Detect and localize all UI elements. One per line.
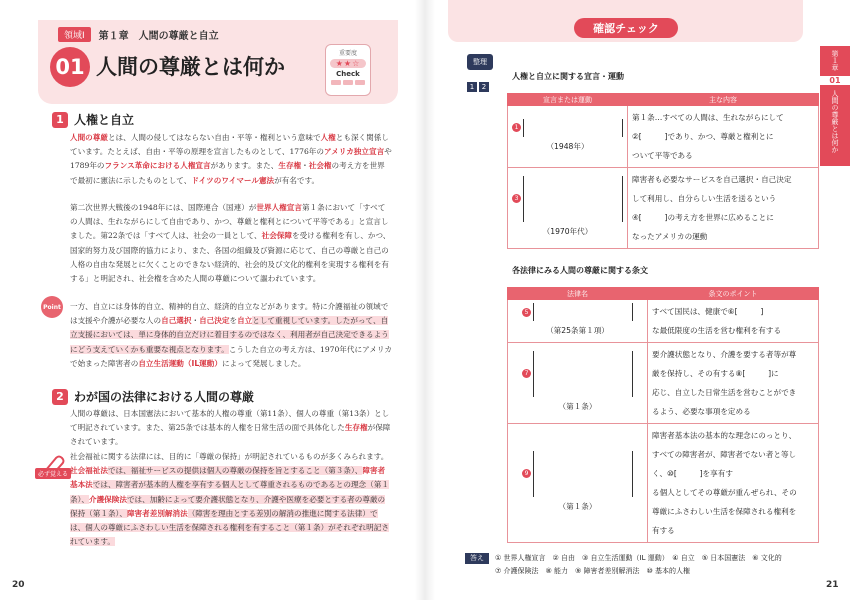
answer-blank[interactable]	[523, 119, 623, 137]
chapter-line	[58, 27, 219, 41]
text-run: の考え方を世界で最初に憲法に示したものとして、	[70, 161, 385, 185]
heading-number: 1	[52, 112, 68, 128]
answer-label: 答え	[465, 553, 489, 564]
side-tab-number: 01	[820, 76, 850, 85]
content-line: な最低限度の生活を営む権利を有する	[652, 326, 782, 335]
table-row	[508, 424, 819, 543]
keyword: アメリカ独立宣言	[323, 147, 385, 157]
table-row	[508, 168, 819, 249]
highlighted-text: では、加齢によって要介護状態となり、介護や医療を必要とする者の尊厳の保持（第１条）、	[70, 494, 386, 518]
blank-number: 1	[512, 123, 521, 132]
keyword: 社会福祉法	[70, 466, 108, 476]
section-number: 01	[50, 47, 90, 87]
checkbox[interactable]	[331, 80, 341, 85]
content-cell	[648, 343, 819, 424]
answer-bar	[465, 553, 815, 579]
text-run: とも深く関係しています。たとえば、自由・平等の原理を宣言したものとして、1776年の	[70, 133, 389, 157]
text-run: 第１条において「すべての人間は、生れながらにして自由であり、かつ、尊厳と権利とについて平等である」と宣言しました。第22条では「すべて人は、社会の一員として、	[70, 203, 389, 241]
content-line: る個人としてその尊厳が重んぜられ、その	[652, 488, 797, 497]
blank-cell	[508, 300, 648, 343]
content-line: すべての障害者が、障害者でない者と等し	[652, 450, 797, 459]
table-row	[508, 300, 819, 343]
importance-label: 重要度	[338, 50, 357, 57]
text-run: ・	[301, 161, 309, 171]
text-run: が保障されています。	[70, 423, 391, 447]
content-line: なったアメリカの運動	[632, 232, 708, 241]
keyword: 生存権	[278, 161, 302, 171]
keyword: 世界人権宣言	[256, 203, 302, 212]
highlighted-text: として重視しています。したがって、自立支援においては、単に身体的自立だけに着目するのではなく、利用者が自己決定できるようにどう支えていくかも重要な視点となります。	[70, 316, 389, 354]
text-run: とは、人間の侵してはならない自由・平等・権利という意味で	[107, 133, 321, 142]
keyword: 介護保険法	[88, 494, 127, 504]
importance-stars: ★★☆	[330, 59, 366, 68]
content-line: るよう、必要な事項を定める	[652, 407, 751, 416]
side-index-tab	[820, 46, 850, 166]
keyword: フランス革命における人権宣言	[104, 161, 211, 171]
highlighted-text: （障害を理由とする差別の解消の推進に関する法律）では、個人の尊厳にふさわしい生活を保障される権利を有すること（第１条）がそれぞれ明記されています。	[70, 508, 389, 547]
text-run: によって発展しました。	[221, 358, 306, 368]
summary-section-refs	[467, 82, 489, 92]
text-run: 社会福祉に関する法律には、目的に「尊厳の保持」が明記されているものが多くみられます。	[70, 452, 389, 461]
checkbox[interactable]	[343, 80, 353, 85]
row-note: （第１条）	[558, 501, 597, 511]
text-run: を受ける権利を有し、かつ、国家的努力及び国際的協力により、また、各国の組織及び資源に応じて、自己の尊厳と自己の人格の自由な発展とに欠くことのできない経済的、社会的及び文化的権利を実現する権利を有する」と明記され、社会権を含めた人間の尊厳について謳われています。	[70, 231, 391, 284]
paragraph-2	[70, 201, 392, 286]
keyword: 人間の尊厳	[70, 133, 108, 142]
heading-text: 人権と自立	[74, 113, 135, 127]
content-line: 障害者基本法の基本的な理念にのっとり、	[652, 431, 797, 440]
summary-icon	[467, 54, 493, 84]
table2-header: 法律名	[508, 288, 648, 300]
keyword: 自己決定	[199, 316, 230, 326]
table1-header: 宣言または運動	[508, 94, 628, 106]
blank-cell	[508, 343, 648, 424]
check-label: Check	[336, 70, 360, 78]
keyword: 自立	[237, 316, 253, 326]
keyword: 社会保障	[261, 231, 292, 241]
text-run: や1789年の	[70, 147, 392, 171]
heading-number: 2	[52, 389, 68, 405]
answer-blank[interactable]	[533, 303, 633, 321]
content-line: 尊厳にふさわしい生活を保障される権利を	[652, 507, 797, 516]
gutter-shadow	[415, 0, 435, 600]
keyword: 自立生活運動（IL運動）	[138, 358, 222, 368]
blank-number: 7	[522, 369, 531, 378]
must-remember-badge: 必ず覚える	[35, 468, 71, 479]
text-run: 人間の尊厳は、日本国憲法において基本的人権の尊重（第11条）、個人の尊重（第13条）として明記されています。また、第25条では基本的人権を日常生活の面で具体化した	[70, 409, 390, 433]
checkbox[interactable]	[355, 80, 365, 85]
section-title: 人間の尊厳とは何か	[96, 55, 285, 79]
table1-title: 人権と自立に関する宣言・運動	[512, 72, 624, 81]
heading-1	[52, 111, 134, 128]
content-cell	[628, 106, 819, 168]
content-line: すべて国民は、健康で⑥[ ]	[652, 307, 764, 316]
side-tab-title: 人間の尊厳とは何か	[831, 90, 839, 153]
answer-blank[interactable]	[533, 451, 633, 497]
table2-header: 条文のポイント	[648, 288, 819, 300]
domain-tag: 領域Ⅰ	[58, 27, 91, 42]
keyword: 人権	[320, 133, 336, 142]
blank-cell	[508, 168, 628, 249]
paragraph-4	[70, 407, 392, 450]
table2-title: 各法律にみる人間の尊厳に関する条文	[512, 266, 648, 275]
content-line: 第１条…すべての人間は、生れながらにして	[632, 113, 784, 122]
table1-header: 主な内容	[628, 94, 819, 106]
text-run: 一方、自立には身体的自立、精神的自立、経済的自立などがあります。特に介護福祉の領域では支援や介護が必要な人の	[70, 302, 389, 326]
highlighted-text: では、障害者が基本的人権を享有する個人として尊重されるものであるとの理念（第１条）、	[70, 480, 389, 504]
row-note: （1948年）	[546, 141, 589, 151]
content-line: 応じ、自立した日常生活を営むことができ	[652, 388, 797, 397]
keyword: 社会権	[308, 161, 332, 171]
paragraph-5	[70, 450, 392, 549]
content-line: 障害者も必要なサービスを自己選択・自己決定	[632, 175, 792, 184]
content-line: ついて平等である	[632, 151, 693, 160]
side-tab-chapter: 第１章	[831, 50, 839, 71]
row-note: （第25条第１項）	[546, 326, 609, 335]
page-number-right: 21	[826, 580, 839, 590]
content-cell	[648, 300, 819, 343]
blank-cell	[508, 424, 648, 543]
blank-number: 9	[522, 469, 531, 478]
content-cell	[648, 424, 819, 543]
keyword: 自己選択	[161, 316, 192, 326]
table-row	[508, 343, 819, 424]
text-run: 第二次世界大戦後の1948年には、国際連合（国連）が	[70, 203, 257, 212]
content-line: ②[ ]であり、かつ、尊厳と権利とに	[632, 132, 774, 141]
declarations-table	[507, 93, 819, 249]
blank-number: 3	[512, 194, 521, 203]
check-boxes[interactable]	[326, 80, 370, 85]
answers-line-2: ⑦ 介護保険法 ⑧ 能力 ⑨ 障害者差別解消法 ⑩ 基本的人権	[495, 567, 691, 575]
importance-box	[325, 44, 371, 96]
point-icon: Point	[41, 296, 63, 318]
heading-2	[52, 388, 254, 405]
text-run: があります。また、	[210, 161, 279, 171]
keyword: 障害者差別解消法	[126, 508, 188, 518]
text-run: こうした自立の考え方は、1970年代にアメリカで始まった障害者の	[70, 344, 392, 368]
blank-cell	[508, 106, 628, 168]
summary-label: 整理	[467, 54, 493, 70]
blank-number: 5	[522, 308, 531, 317]
row-note: （1970年代）	[542, 226, 593, 236]
check-title: 確認チェック	[574, 18, 678, 38]
keyword: 障害者基本法	[70, 466, 386, 490]
page-number-left: 20	[12, 580, 25, 590]
chapter-title: 第１章 人間の尊厳と自立	[98, 30, 219, 42]
heading-text: わが国の法律における人間の尊厳	[74, 390, 255, 404]
text-run: を	[229, 316, 238, 326]
section-ref: 2	[479, 82, 489, 92]
text-run: が有名です。	[274, 175, 320, 185]
keyword: 生存権	[344, 423, 368, 433]
table-row	[508, 106, 819, 168]
content-line: して利用し、自分らしい生活を送るという	[632, 194, 777, 203]
content-line: 厳を保持し、その有する⑧[ ]に	[652, 369, 779, 378]
content-line: く、⑩[ ]を享有す	[652, 469, 733, 478]
paragraph-1	[70, 131, 392, 188]
laws-table	[507, 287, 819, 543]
text-run: ・	[191, 316, 200, 326]
answer-blank[interactable]	[523, 176, 623, 222]
keyword: ドイツのワイマール憲法	[191, 175, 275, 185]
content-cell	[628, 168, 819, 249]
paragraph-3	[70, 300, 392, 371]
content-line: 有する	[652, 526, 675, 535]
highlighted-text: では、福祉サービスの提供は個人の尊厳の保持を旨とすること（第３条）、	[107, 466, 363, 476]
section-ref: 1	[467, 82, 477, 92]
answer-blank[interactable]	[533, 351, 633, 397]
answers-line-1: ① 世界人権宣言 ② 自由 ③ 自立生活運動（IL 運動） ④ 自立 ⑤ 日本国憲法 ⑥ 文化的	[495, 554, 782, 562]
content-line: 要介護状態となり、介護を要する者等が尊	[652, 350, 797, 359]
content-line: ④[ ]の考え方を世界に広めることに	[632, 213, 774, 222]
row-note: （第１条）	[558, 401, 597, 411]
